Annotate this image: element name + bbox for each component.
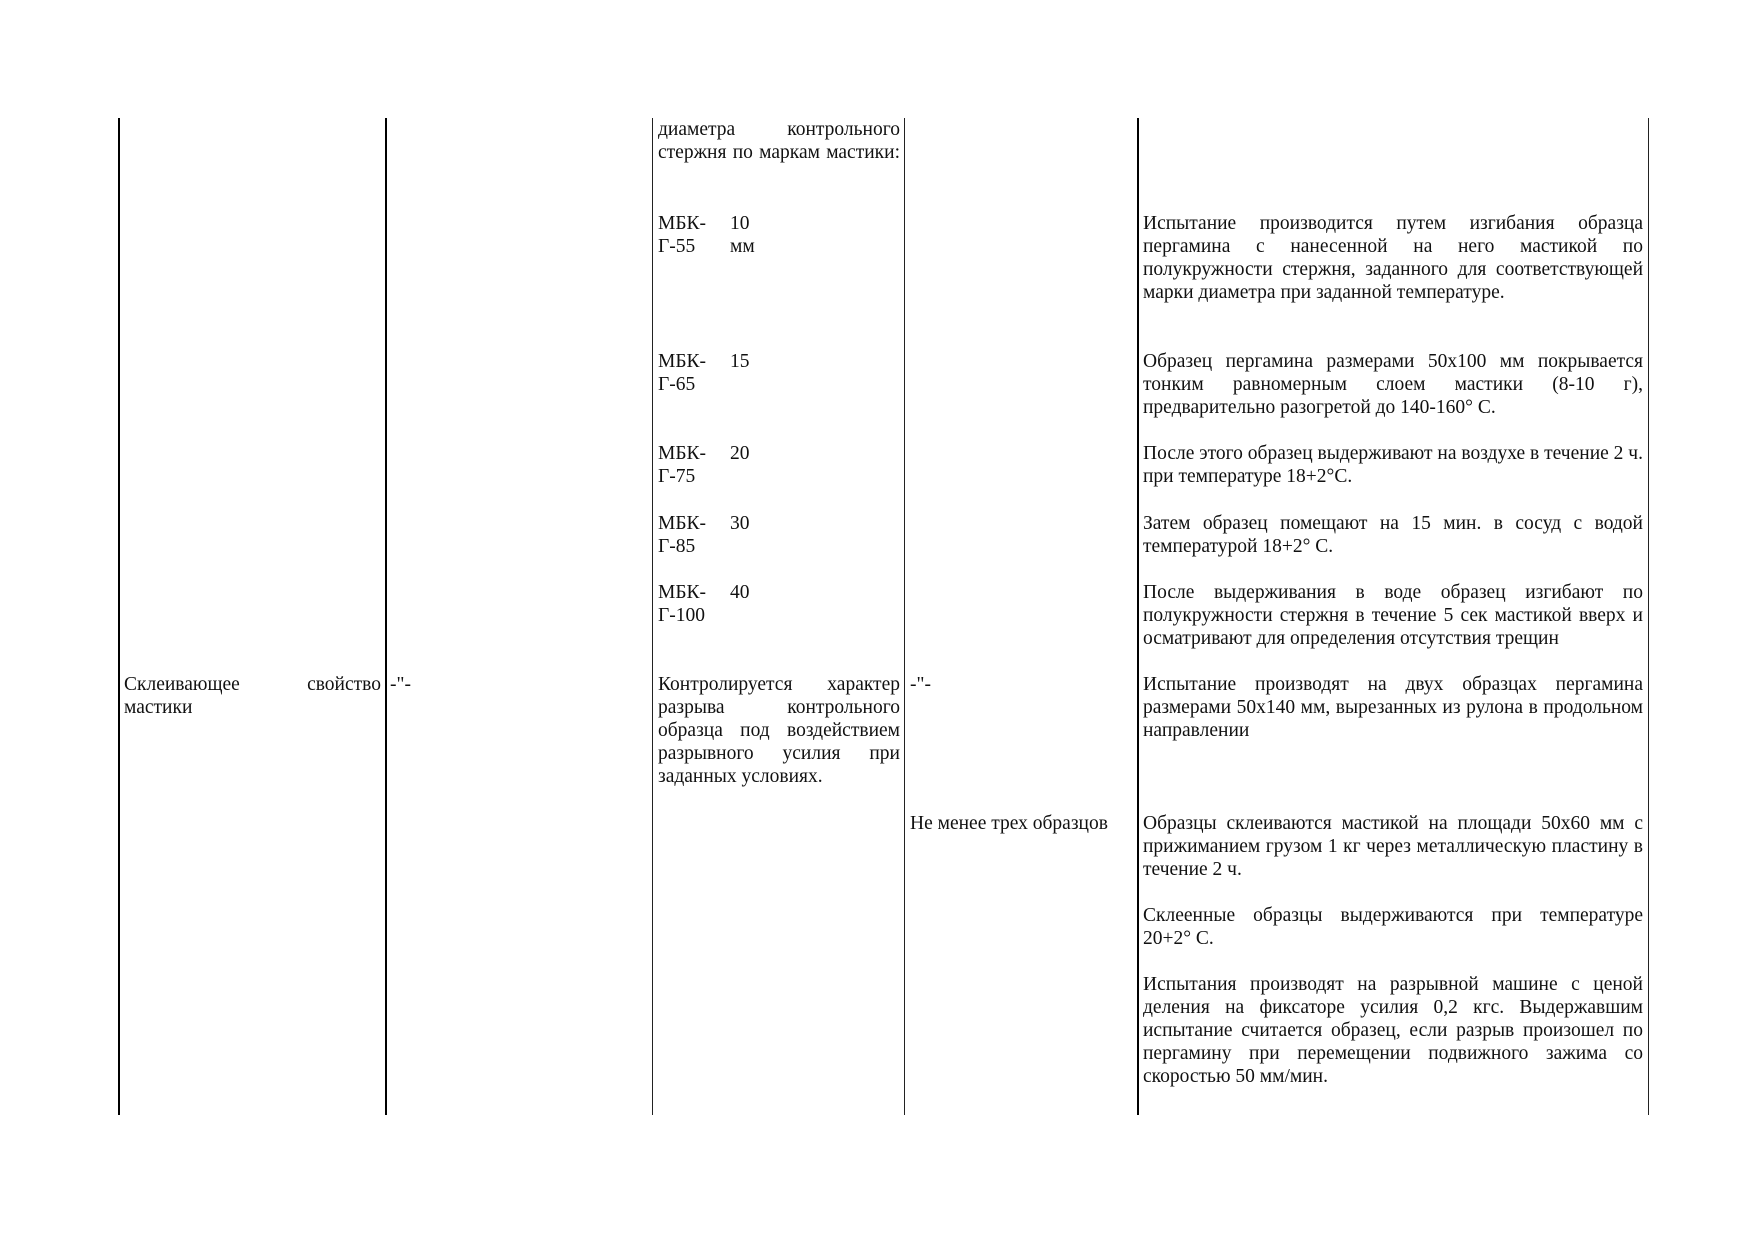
ditto-mark: -"-: [390, 674, 411, 695]
mark-name: МБК-Г-75: [658, 443, 707, 487]
table-border-right: [1648, 118, 1649, 1115]
method-paragraph: После этого образец выдерживают на воздухе в течение 2 ч. при температуре 18+2°С.: [1143, 443, 1643, 487]
sample-count: Не менее трех образцов: [910, 813, 1108, 834]
column-divider-2: [652, 118, 653, 1115]
requirement-text: Контролируется характер разрыва контрольного образца под воздействием разрывного усилия при заданных условиях.: [658, 674, 900, 787]
property-name: Склеивающее свойство мастики: [124, 674, 381, 718]
mark-name: МБК-Г-100: [658, 582, 707, 626]
table-border-left: [118, 118, 120, 1115]
method-paragraph: Испытания производят на разрывной машине с ценой деления на фиксаторе усилия 0,2 кгс. Выдержавшим испытание считается образец, если разрыв произошел по пергамину при перемещении подвижного зажима со скоростью 50 мм/мин.: [1143, 974, 1643, 1087]
ditto-mark: -"-: [910, 674, 931, 695]
column-divider-4: [1137, 118, 1139, 1115]
method-paragraph: После выдерживания в воде образец изгибают по полукружности стержня в течение 5 сек мастикой вверх и осматривают для определения отсутствия трещин: [1143, 582, 1643, 649]
mark-value: 15: [730, 351, 750, 372]
method-paragraph: Образец пергамина размерами 50х100 мм покрывается тонким равномерным слоем мастики (8-10 г), предварительно разогретой до 140-160° С.: [1143, 351, 1643, 418]
column-divider-3: [904, 118, 905, 1115]
method-paragraph: Образцы склеиваются мастикой на площади 50х60 мм с прижиманием грузом 1 кг через металлическую пластину в течение 2 ч.: [1143, 813, 1643, 880]
mark-name: МБК-Г-85: [658, 513, 707, 557]
method-paragraph: Затем образец помещают на 15 мин. в сосуд с водой температурой 18+2° С.: [1143, 513, 1643, 557]
mark-value: 10 мм: [730, 213, 755, 257]
mark-name: МБК-Г-65: [658, 351, 707, 395]
method-paragraph: Склеенные образцы выдерживаются при температуре 20+2° С.: [1143, 905, 1643, 949]
mark-value: 30: [730, 513, 750, 534]
mark-name: МБК-Г-55: [658, 213, 707, 257]
method-paragraph: Испытание производится путем изгибания образца пергамина с нанесенной на него мастикой по полукружности стержня, заданного для соответствующей марки диаметра при заданной температуре.: [1143, 213, 1643, 303]
mark-value: 40: [730, 582, 750, 603]
column-divider-1: [385, 118, 387, 1115]
method-paragraph: Испытание производят на двух образцах пергамина размерами 50х140 мм, вырезанных из рулона в продольном направлении: [1143, 674, 1643, 741]
rod-diameter-heading: диаметра контрольного стержня по маркам мастики:: [658, 119, 900, 163]
mark-value: 20: [730, 443, 750, 464]
